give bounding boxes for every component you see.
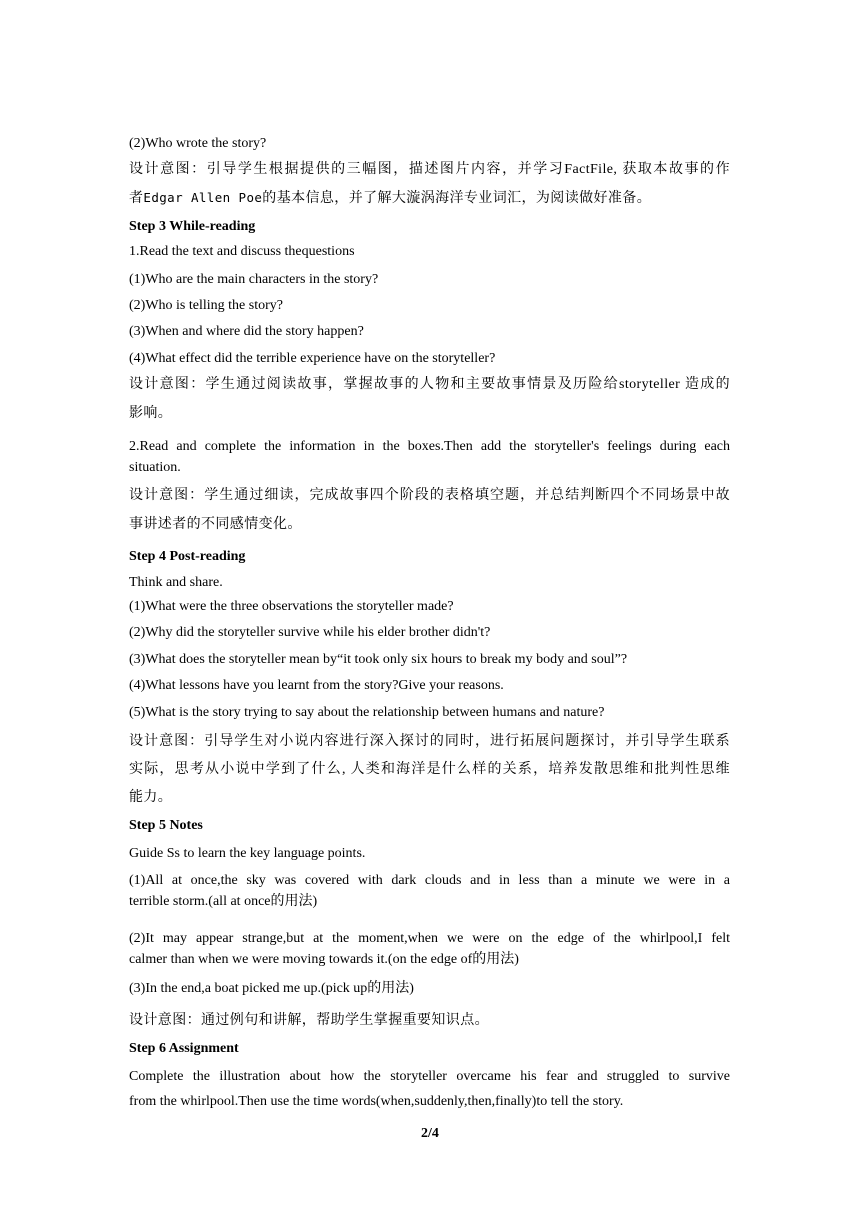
- step-3-question-1: (1)Who are the main characters in the story?: [129, 272, 379, 287]
- step-4-question-1: (1)What were the three observations the storyteller made?: [129, 599, 454, 614]
- step-6-task-line-1: Complete the illustration about how the storyteller overcame his fear and struggled to survive: [129, 1069, 730, 1084]
- step-5-note-1-line-2: terrible storm.(all at once的用法): [129, 894, 318, 909]
- design-intent-4-line-3: 能力。: [129, 790, 173, 805]
- step-6-heading: Step 6 Assignment: [129, 1041, 239, 1056]
- design-intent-1-line-1: 设计意图：引导学生根据提供的三幅图，描述图片内容，并学习FactFile, 获取本故事的作: [129, 162, 730, 177]
- design-intent-4-line-2: 实际，思考从小说中学到了什么, 人类和海洋是什么样的关系，培养发散思维和批判性思维: [129, 762, 730, 777]
- step-5-note-2-line-1: (2)It may appear strange,but at the moment,when we were on the edge of the whirlpool,I felt: [129, 931, 730, 946]
- design-intent-4-line-1: 设计意图：引导学生对小说内容进行深入探讨的同时，进行拓展问题探讨，并引导学生联系: [129, 734, 730, 749]
- author-name: Edgar Allen Poe: [143, 190, 263, 205]
- step-4-intro: Think and share.: [129, 575, 223, 590]
- step-5-note-1-line-1: (1)All at once,the sky was covered with dark clouds and in less than a minute we were in a: [129, 873, 730, 888]
- step-4-question-3: (3)What does the storyteller mean by“it took only six hours to break my body and soul”?: [129, 652, 628, 667]
- step-5-intro: Guide Ss to learn the key language points.: [129, 846, 366, 861]
- intent-text: 者: [129, 191, 144, 206]
- design-intent-3-line-2: 事讲述者的不同感情变化。: [129, 517, 302, 532]
- step-5-heading: Step 5 Notes: [129, 818, 203, 833]
- step-3-question-2: (2)Who is telling the story?: [129, 298, 283, 313]
- step-3-task-2-line-2: situation.: [129, 460, 181, 475]
- intent-text: 的基本信息，并了解大漩涡海洋专业词汇，为阅读做好准备。: [262, 191, 652, 206]
- design-intent-5: 设计意图：通过例句和讲解，帮助学生掌握重要知识点。: [129, 1013, 489, 1028]
- step-6-task-line-2: from the whirlpool.Then use the time words(when,suddenly,then,finally)to tell the story.: [129, 1094, 624, 1109]
- design-intent-2-line-2: 影响。: [129, 406, 173, 421]
- question-who-wrote: (2)Who wrote the story?: [129, 136, 267, 151]
- step-3-task-1: 1.Read the text and discuss thequestions: [129, 244, 355, 259]
- step-4-question-5: (5)What is the story trying to say about the relationship between humans and nature?: [129, 705, 605, 720]
- step-3-heading: Step 3 While-reading: [129, 219, 256, 234]
- step-3-question-3: (3)When and where did the story happen?: [129, 324, 364, 339]
- step-5-note-2-line-2: calmer than when we were moving towards it.(on the edge of的用法): [129, 952, 519, 967]
- step-4-heading: Step 4 Post-reading: [129, 549, 246, 564]
- step-4-question-4: (4)What lessons have you learnt from the story?Give your reasons.: [129, 678, 504, 693]
- design-intent-3-line-1: 设计意图：学生通过细读，完成故事四个阶段的表格填空题，并总结判断四个不同场景中故: [129, 488, 730, 503]
- step-5-note-3: (3)In the end,a boat picked me up.(pick up的用法): [129, 981, 414, 996]
- design-intent-1-line-2: [129, 189, 730, 208]
- page-number: 2/4: [421, 1126, 439, 1141]
- step-3-task-2-line-1: 2.Read and complete the information in the boxes.Then add the storyteller's feelings during each: [129, 439, 730, 454]
- design-intent-2-line-1: 设计意图：学生通过阅读故事，掌握故事的人物和主要故事情景及历险给storyteller 造成的: [129, 377, 730, 392]
- step-4-question-2: (2)Why did the storyteller survive while his elder brother didn't?: [129, 625, 491, 640]
- step-3-question-4: (4)What effect did the terrible experience have on the storyteller?: [129, 351, 496, 366]
